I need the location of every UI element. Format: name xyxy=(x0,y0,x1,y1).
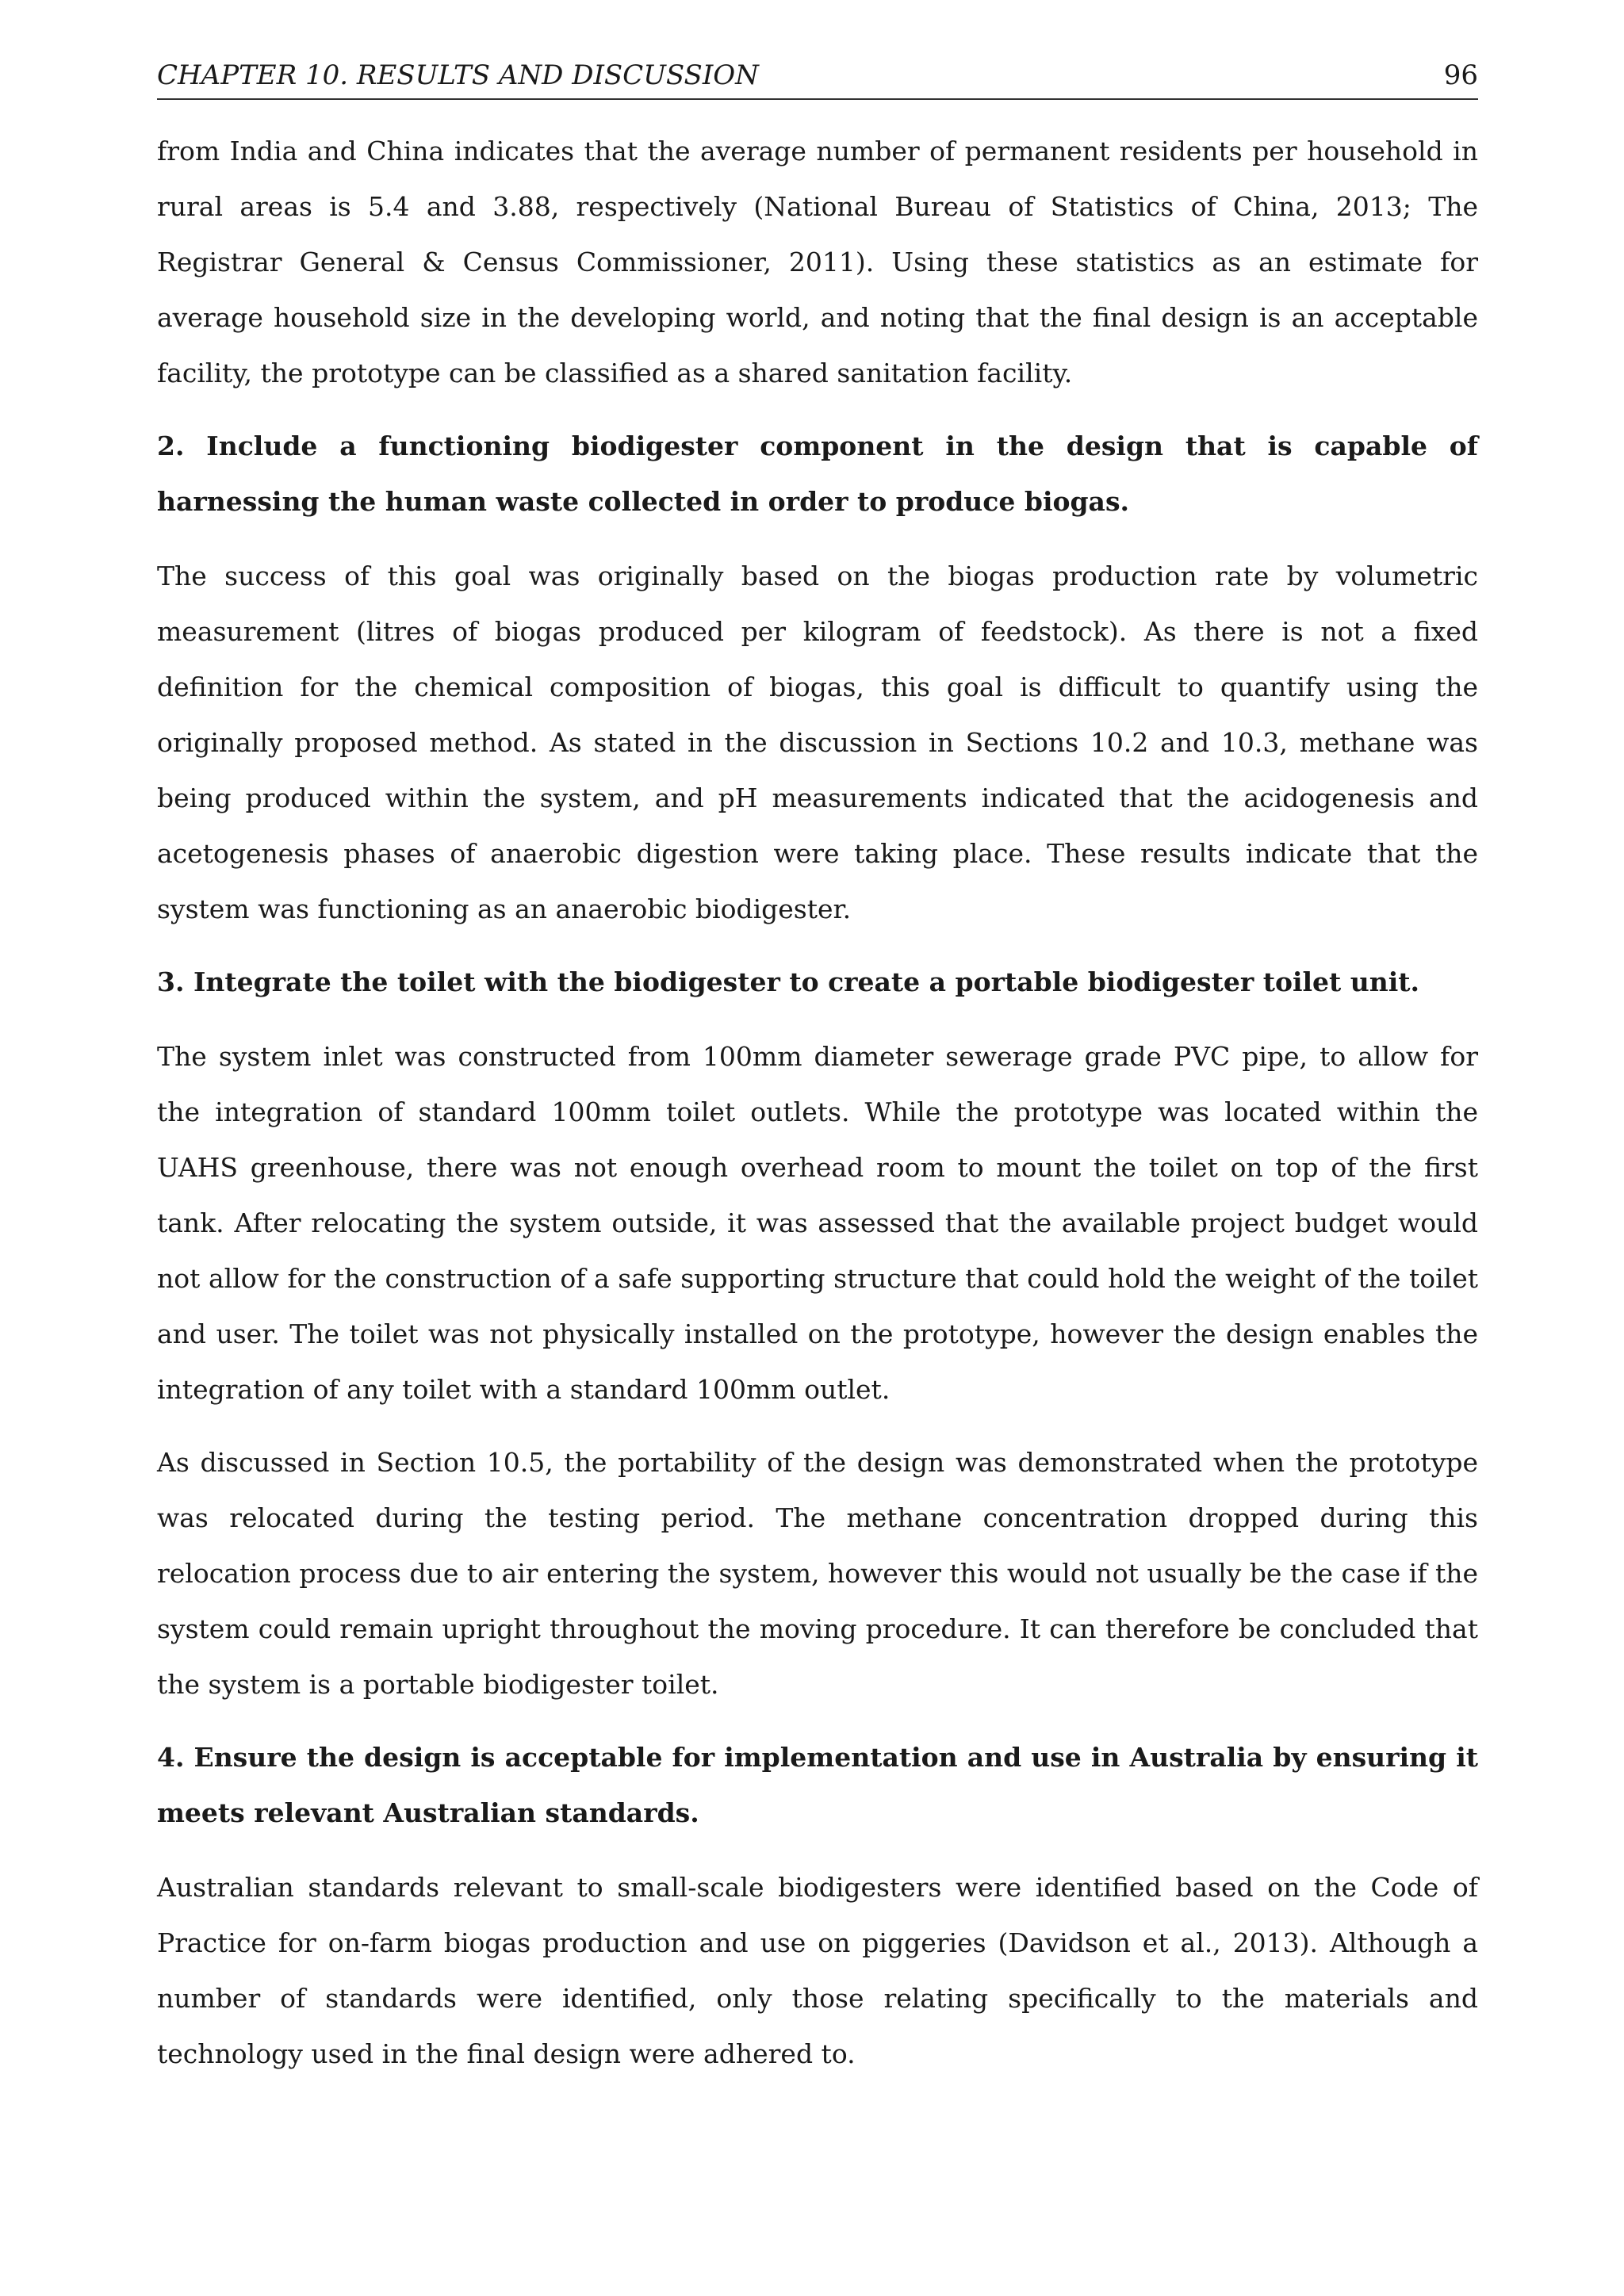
paragraph-portability: As discussed in Section 10.5, the portability of the design was demonstrated when the prototype was relocated during the testing period. The methane concentration dropped during this relocation process due to air entering the system, however this would not usually be the case if the system could remain upright throughout the moving procedure. It can therefore be concluded that the system is a portable biodigester toilet. xyxy=(157,1447,1478,1700)
paragraph-household-size: from India and China indicates that the average number of permanent residents per household in rural areas is 5.4 and 3.88, respectively (National Bureau of Statistics of China, 2013; The Registrar General & Census Commissioner, 2011). Using these statistics as an estimate for average household size in the developing world, and noting that the final design is an acceptable facility, the prototype can be classified as a shared sanitation facility. xyxy=(157,136,1478,388)
page-number: 96 xyxy=(1443,59,1478,91)
document-page xyxy=(157,59,1478,2099)
paragraph-system-inlet: The system inlet was constructed from 100mm diameter sewerage grade PVC pipe, to allow for the integration of standard 100mm toilet outlets. While the prototype was located within the UAHS greenhouse, there was not enough overhead room to mount the toilet on top of the first tank. After relocating the system outside, it was assessed that the available project budget would not allow for the construction of a safe supporting structure that could hold the weight of the toilet and user. The toilet was not physically installed on the prototype, however the design enables the integration of any toilet with a standard 100mm outlet. xyxy=(157,1041,1478,1405)
goal-4-heading: 4. Ensure the design is acceptable for implementation and use in Australia by ensuring it meets relevant Australian standards. xyxy=(157,1742,1478,1828)
goal-3-heading: 3. Integrate the toilet with the biodigester to create a portable biodigester toilet unit. xyxy=(157,966,1420,997)
running-header xyxy=(157,59,1478,100)
goal-2-heading: 2. Include a functioning biodigester component in the design that is capable of harnessing the human waste collected in order to produce biogas. xyxy=(157,430,1478,517)
paragraph-australian-standards: Australian standards relevant to small-scale biodigesters were identified based on the Code of Practice for on-farm biogas production and use on piggeries (Davidson et al., 2013). Although a number of standards were identified, only those relating specifically to the materials and technology used in the final design were adhered to. xyxy=(157,1872,1478,2069)
paragraph-biogas-production: The success of this goal was originally based on the biogas production rate by volumetric measurement (litres of biogas produced per kilogram of feedstock). As there is not a fixed definition for the chemical composition of biogas, this goal is difficult to quantify using the originally proposed method. As stated in the discussion in Sections 10.2 and 10.3, methane was being produced within the system, and pH measurements indicated that the acidogenesis and acetogenesis phases of anaerobic digestion were taking place. These results indicate that the system was functioning as an anaerobic biodigester. xyxy=(157,561,1478,924)
chapter-title: CHAPTER 10. RESULTS AND DISCUSSION xyxy=(157,59,759,91)
